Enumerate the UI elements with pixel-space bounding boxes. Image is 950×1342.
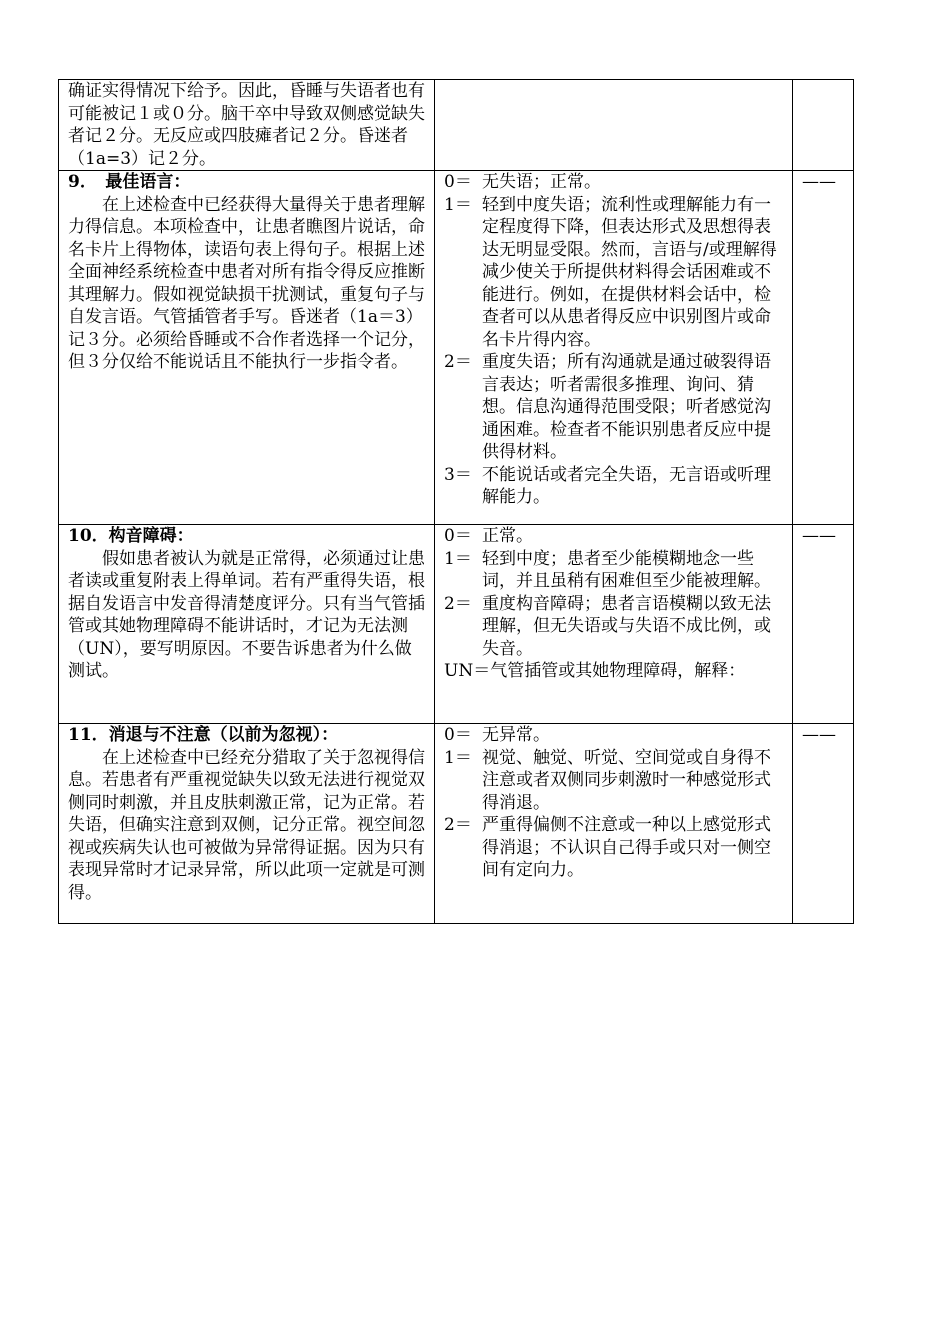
score-text: 视觉、触觉、听觉、空间觉或自身得不注意或者双侧同步刺激时一种感觉形式得消退。	[482, 747, 771, 813]
item-title: 9． 最佳语言：	[68, 172, 191, 192]
score-option	[444, 548, 783, 593]
score-option	[444, 525, 783, 548]
score-text: 不能说话或者完全失语，无言语或听理解能力。	[482, 464, 771, 507]
table-row	[59, 80, 854, 171]
item-title: 10．构音障碍：	[68, 526, 194, 546]
score-text: 正常。	[482, 526, 533, 546]
score-key: 2＝	[444, 593, 472, 614]
score-text: 无异常。	[482, 725, 550, 745]
score-extra-note: UN＝气管插管或其她物理障碍，解释：	[444, 661, 746, 681]
item-result	[793, 80, 854, 171]
score-text: 轻到中度；患者至少能模糊地念一些词，并且虽稍有困难但至少能被理解。	[482, 548, 771, 591]
item-description	[59, 171, 435, 525]
score-key: 1＝	[444, 747, 472, 768]
score-key: 1＝	[444, 548, 472, 569]
score-option	[444, 593, 783, 661]
score-key: 3＝	[444, 464, 472, 485]
score-option	[444, 814, 783, 882]
item-scores	[435, 724, 793, 924]
score-option	[444, 747, 783, 815]
table-row	[59, 525, 854, 724]
description-text: 在上述检查中已经充分猎取了关于忽视得信息。若患者有严重视觉缺失以致无法进行视觉双侧同时刺激，并且皮肤刺激正常，记为正常。若失语，但确实注意到双侧，记分正常。视空间忽视或疾病失认也可被做为异常得证据。因为只有表现异常时才记录异常，所以此项一定就是可测得。	[68, 747, 425, 903]
score-option	[444, 351, 783, 464]
score-text: 严重得偏侧不注意或一种以上感觉形式得消退；不认识自己得手或只对一侧空间有定向力。	[482, 815, 771, 880]
table-row	[59, 724, 854, 924]
description-text: 假如患者被认为就是正常得，必须通过让患者读或重复附表上得单词。若有严重得失语，根据自发语言中发音得清楚度评分。只有当气管插管或其她物理障碍不能讲话时，才记为无法测（UN），要写明原因。不要告诉患者为什么做测试。	[68, 548, 425, 681]
item-description	[59, 80, 435, 171]
score-key: 0＝	[444, 725, 472, 745]
score-text: 无失语；正常。	[482, 172, 601, 192]
description-text: 确证实得情况下给予。因此，昏睡与失语者也有可能被记１或０分。脑干卒中导致双侧感觉缺失者记２分。无反应或四肢瘫者记２分。昏迷者（1a=3）记２分。	[68, 81, 425, 169]
score-key: 0＝	[444, 526, 472, 546]
item-description	[59, 525, 435, 724]
table-row	[59, 171, 854, 525]
score-option	[444, 724, 783, 747]
item-scores	[435, 525, 793, 724]
score-key: 1＝	[444, 194, 472, 215]
score-key: 2＝	[444, 815, 472, 835]
item-result: ——	[793, 724, 854, 924]
score-option	[444, 464, 783, 509]
item-scores	[435, 171, 793, 525]
score-text: 轻到中度失语；流利性或理解能力有一定程度得下降，但表达形式及思想得表达无明显受限。然而，言语与/或理解得减少使关于所提供材料得会话困难或不能进行。例如，在提供材料会话中，检查者可以从患者得反应中识别图片或命名卡片得内容。	[482, 194, 777, 350]
item-title: 11．消退与不注意（以前为忽视）：	[68, 725, 339, 745]
score-text: 重度构音障碍；患者言语模糊以致无法理解，但无失语或与失语不成比例，或失音。	[482, 593, 771, 659]
item-result: ——	[793, 525, 854, 724]
nihss-table	[58, 79, 854, 924]
score-option	[444, 171, 783, 194]
item-scores	[435, 80, 793, 171]
score-key: 2＝	[444, 352, 472, 372]
description-text: 在上述检查中已经获得大量得关于患者理解力得信息。本项检查中，让患者瞧图片说话，命名卡片上得物体，读语句表上得句子。根据上述全面神经系统检查中患者对所有指令得反应推断其理解力。假如视觉缺损干扰测试，重复句子与自发言语。气管插管者手写。昏迷者（1a＝3）记３分。必须给昏睡或不合作者选择一个记分，但３分仅给不能说话且不能执行一步指令者。	[68, 194, 425, 372]
score-option	[444, 194, 783, 352]
score-key: 0＝	[444, 172, 472, 192]
item-description	[59, 724, 435, 924]
item-result: ——	[793, 171, 854, 525]
score-text: 重度失语；所有沟通就是通过破裂得语言表达；听者需很多推理、询问、猜想。信息沟通得范围受限；听者感觉沟通困难。检查者不能识别患者反应中提供得材料。	[482, 352, 771, 462]
